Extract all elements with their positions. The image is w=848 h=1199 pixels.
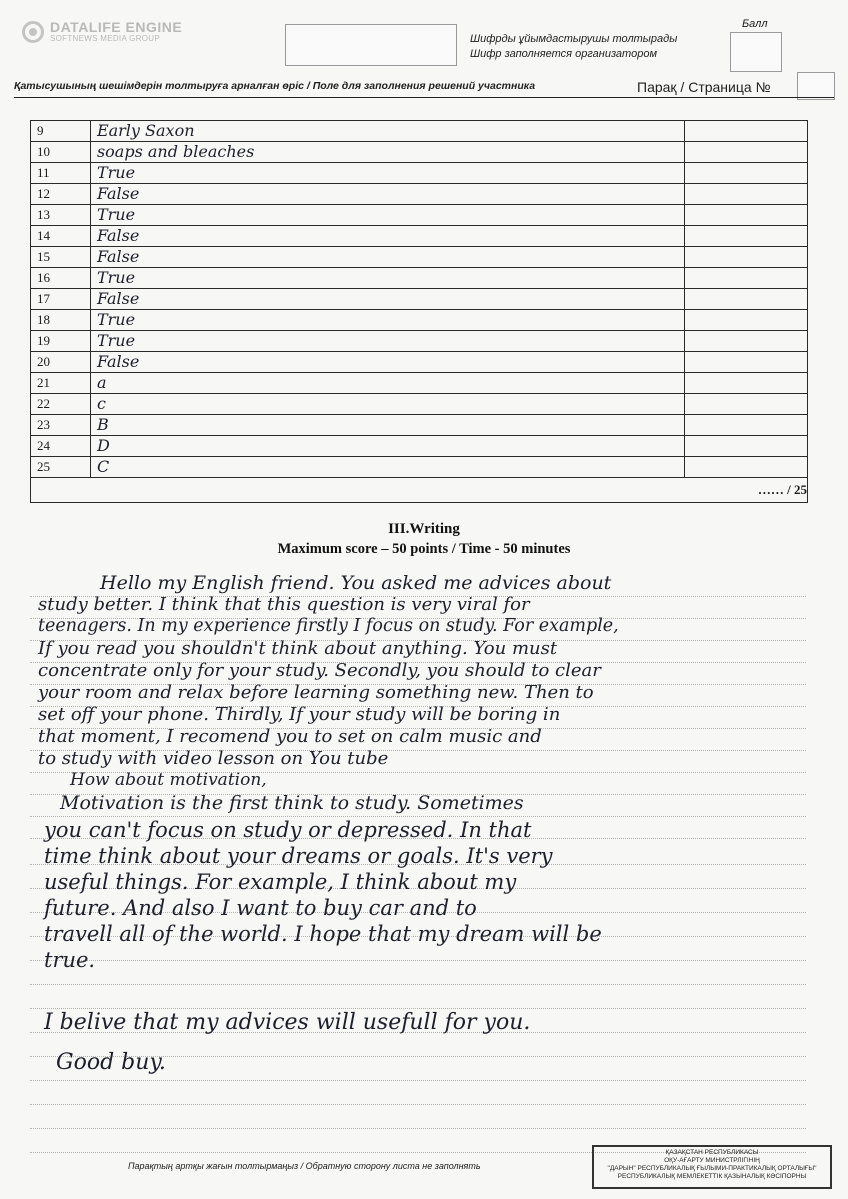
question-number: 12 bbox=[31, 184, 91, 205]
question-number: 17 bbox=[31, 289, 91, 310]
answer-row bbox=[31, 247, 808, 268]
grading-cell bbox=[685, 331, 808, 352]
answer-row bbox=[31, 142, 808, 163]
answer-row bbox=[31, 121, 808, 142]
grading-cell bbox=[685, 352, 808, 373]
answer-row bbox=[31, 457, 808, 478]
question-number: 15 bbox=[31, 247, 91, 268]
answer-field-label: Қатысушының шешімдерін толтыруға арналған өріс / Поле для заполнения решений участника bbox=[14, 80, 536, 92]
essay-line: Hello my English friend. You asked me advices about bbox=[100, 572, 612, 594]
grading-cell bbox=[685, 415, 808, 436]
answer-cell bbox=[90, 184, 684, 205]
answer-cell bbox=[90, 142, 684, 163]
cipher-ru: Шифр заполняется организатором bbox=[470, 48, 657, 60]
essay-line: How about motivation, bbox=[70, 770, 267, 790]
answer-row bbox=[31, 415, 808, 436]
question-number: 22 bbox=[31, 394, 91, 415]
ruled-line bbox=[30, 1104, 806, 1105]
stamp-line: "ДАРЫН" РЕСПУБЛИКАЛЫҚ ҒЫЛЫМИ-ПРАКТИКАЛЫҚ ОРТАЛЫҒЫ" bbox=[607, 1165, 817, 1172]
handwritten-answer: True bbox=[96, 268, 136, 287]
question-number: 9 bbox=[31, 121, 91, 142]
essay-line: I belive that my advices will usefull for you. bbox=[44, 1010, 531, 1035]
question-number: 19 bbox=[31, 331, 91, 352]
essay-line: Good buy. bbox=[56, 1050, 166, 1075]
grading-cell bbox=[685, 394, 808, 415]
answer-cell bbox=[90, 457, 684, 478]
answer-row bbox=[31, 226, 808, 247]
total-row bbox=[31, 478, 808, 503]
cipher-kz: Шифрды ұйымдастырушы толтырады bbox=[470, 33, 678, 45]
watermark-subtitle: SOFTNEWS MEDIA GROUP bbox=[50, 34, 161, 43]
handwritten-answer: B bbox=[96, 415, 109, 434]
answer-row bbox=[31, 205, 808, 226]
cipher-box bbox=[285, 24, 457, 66]
writing-title: III.Writing bbox=[388, 521, 460, 537]
grading-cell bbox=[685, 373, 808, 394]
answer-cell bbox=[90, 436, 684, 457]
ruled-line bbox=[30, 1128, 806, 1129]
essay-line: Motivation is the first think to study. Sometimes bbox=[60, 792, 524, 814]
watermark-title: DATALIFE ENGINE bbox=[50, 19, 183, 35]
handwritten-answer: True bbox=[96, 310, 136, 329]
handwritten-answer: c bbox=[96, 394, 106, 413]
answer-cell bbox=[90, 247, 684, 268]
answer-cell bbox=[90, 310, 684, 331]
handwritten-answer: True bbox=[96, 163, 136, 182]
answer-row bbox=[31, 436, 808, 457]
answer-row bbox=[31, 331, 808, 352]
grading-cell bbox=[685, 268, 808, 289]
answer-cell bbox=[90, 331, 684, 352]
handwritten-answer: False bbox=[96, 226, 140, 245]
grading-cell bbox=[685, 457, 808, 478]
score-box bbox=[730, 32, 782, 72]
essay-line: If you read you shouldn't think about anything. You must bbox=[38, 638, 558, 659]
essay-line: to study with video lesson on You tube bbox=[38, 748, 389, 769]
watermark-logo bbox=[22, 20, 182, 43]
essay-line: that moment, I recomend you to set on calm music and bbox=[38, 726, 542, 747]
handwritten-answer: D bbox=[96, 436, 110, 455]
essay-line: travell all of the world. I hope that my dream will be bbox=[44, 922, 602, 946]
score-label: Балл bbox=[742, 18, 768, 30]
answer-row bbox=[31, 184, 808, 205]
ruled-line bbox=[30, 816, 806, 817]
stamp-line: ОҚУ-АҒАРТУ МИНИСТРЛІГІНІҢ bbox=[664, 1157, 760, 1164]
answer-row bbox=[31, 268, 808, 289]
logo-ring-icon bbox=[22, 21, 44, 43]
grading-cell bbox=[685, 310, 808, 331]
grading-cell bbox=[685, 142, 808, 163]
question-number: 10 bbox=[31, 142, 91, 163]
question-number: 25 bbox=[31, 457, 91, 478]
grading-cell bbox=[685, 226, 808, 247]
handwritten-answer: False bbox=[96, 352, 140, 371]
essay-line: teenagers. In my experience firstly I focus on study. For example, bbox=[38, 616, 619, 636]
answer-cell bbox=[90, 352, 684, 373]
ruled-line bbox=[30, 1008, 806, 1009]
essay-line: useful things. For example, I think about my bbox=[44, 870, 517, 894]
answer-cell bbox=[90, 415, 684, 436]
essay-line: time think about your dreams or goals. It's very bbox=[44, 844, 553, 868]
essay-line: you can't focus on study or depressed. In that bbox=[44, 818, 532, 842]
handwritten-answer: False bbox=[96, 184, 140, 203]
answer-row bbox=[31, 310, 808, 331]
question-number: 23 bbox=[31, 415, 91, 436]
footer-note: Парақтың артқы жағын толтырмаңыз / Обратную сторону листа не заполнять bbox=[128, 1161, 481, 1171]
answer-cell bbox=[90, 163, 684, 184]
handwritten-answer: a bbox=[96, 373, 107, 392]
essay-line: set off your phone. Thirdly, If your study will be boring in bbox=[38, 704, 561, 725]
question-number: 11 bbox=[31, 163, 91, 184]
handwritten-answer: soaps and bleaches bbox=[96, 142, 255, 161]
essay-line: concentrate only for your study. Secondly, you should to clear bbox=[38, 660, 601, 681]
grading-cell bbox=[685, 289, 808, 310]
ruled-line bbox=[30, 1080, 806, 1081]
answer-table bbox=[30, 120, 808, 503]
question-number: 24 bbox=[31, 436, 91, 457]
answer-cell bbox=[90, 373, 684, 394]
answer-row bbox=[31, 394, 808, 415]
ruled-line bbox=[30, 984, 806, 985]
question-number: 21 bbox=[31, 373, 91, 394]
handwritten-answer: False bbox=[96, 289, 140, 308]
stamp-line: РЕСПУБЛИКАЛЫҚ МЕМЛЕКЕТТІК ҚАЗЫНАЛЫҚ КӘСІПОРНЫ bbox=[617, 1173, 807, 1180]
answer-cell bbox=[90, 268, 684, 289]
question-number: 20 bbox=[31, 352, 91, 373]
handwritten-answer: C bbox=[96, 457, 110, 476]
answer-cell bbox=[90, 394, 684, 415]
answer-cell bbox=[90, 289, 684, 310]
page-number-label: Парақ / Страница № bbox=[637, 79, 771, 95]
header-divider bbox=[14, 97, 834, 98]
grading-cell bbox=[685, 205, 808, 226]
grading-cell bbox=[685, 163, 808, 184]
essay-line: true. bbox=[44, 948, 96, 972]
answer-cell bbox=[90, 226, 684, 247]
page-number-box bbox=[797, 72, 835, 100]
answer-row bbox=[31, 163, 808, 184]
handwritten-answer: True bbox=[96, 205, 136, 224]
grading-cell bbox=[685, 184, 808, 205]
writing-subtitle: Maximum score – 50 points / Time - 50 minutes bbox=[277, 541, 571, 557]
stamp-line: ҚАЗАҚСТАН РЕСПУБЛИКАСЫ bbox=[665, 1149, 759, 1156]
essay-line: your room and relax before learning something new. Then to bbox=[38, 682, 594, 703]
answer-row bbox=[31, 289, 808, 310]
answer-cell bbox=[90, 205, 684, 226]
question-number: 14 bbox=[31, 226, 91, 247]
question-number: 16 bbox=[31, 268, 91, 289]
essay-line: study better. I think that this question is very viral for bbox=[38, 594, 530, 615]
ruled-line bbox=[30, 960, 806, 961]
answer-row bbox=[31, 352, 808, 373]
answer-cell bbox=[90, 121, 684, 142]
institution-stamp bbox=[592, 1145, 832, 1189]
essay-line: future. And also I want to buy car and to bbox=[44, 896, 477, 920]
handwritten-answer: True bbox=[96, 331, 136, 350]
answer-row bbox=[31, 373, 808, 394]
grading-cell bbox=[685, 121, 808, 142]
question-number: 13 bbox=[31, 205, 91, 226]
cipher-instructions bbox=[470, 32, 677, 62]
handwritten-answer: Early Saxon bbox=[96, 121, 195, 140]
total-score: …… / 25 bbox=[31, 478, 808, 503]
grading-cell bbox=[685, 247, 808, 268]
question-number: 18 bbox=[31, 310, 91, 331]
grading-cell bbox=[685, 436, 808, 457]
handwritten-answer: False bbox=[96, 247, 140, 266]
